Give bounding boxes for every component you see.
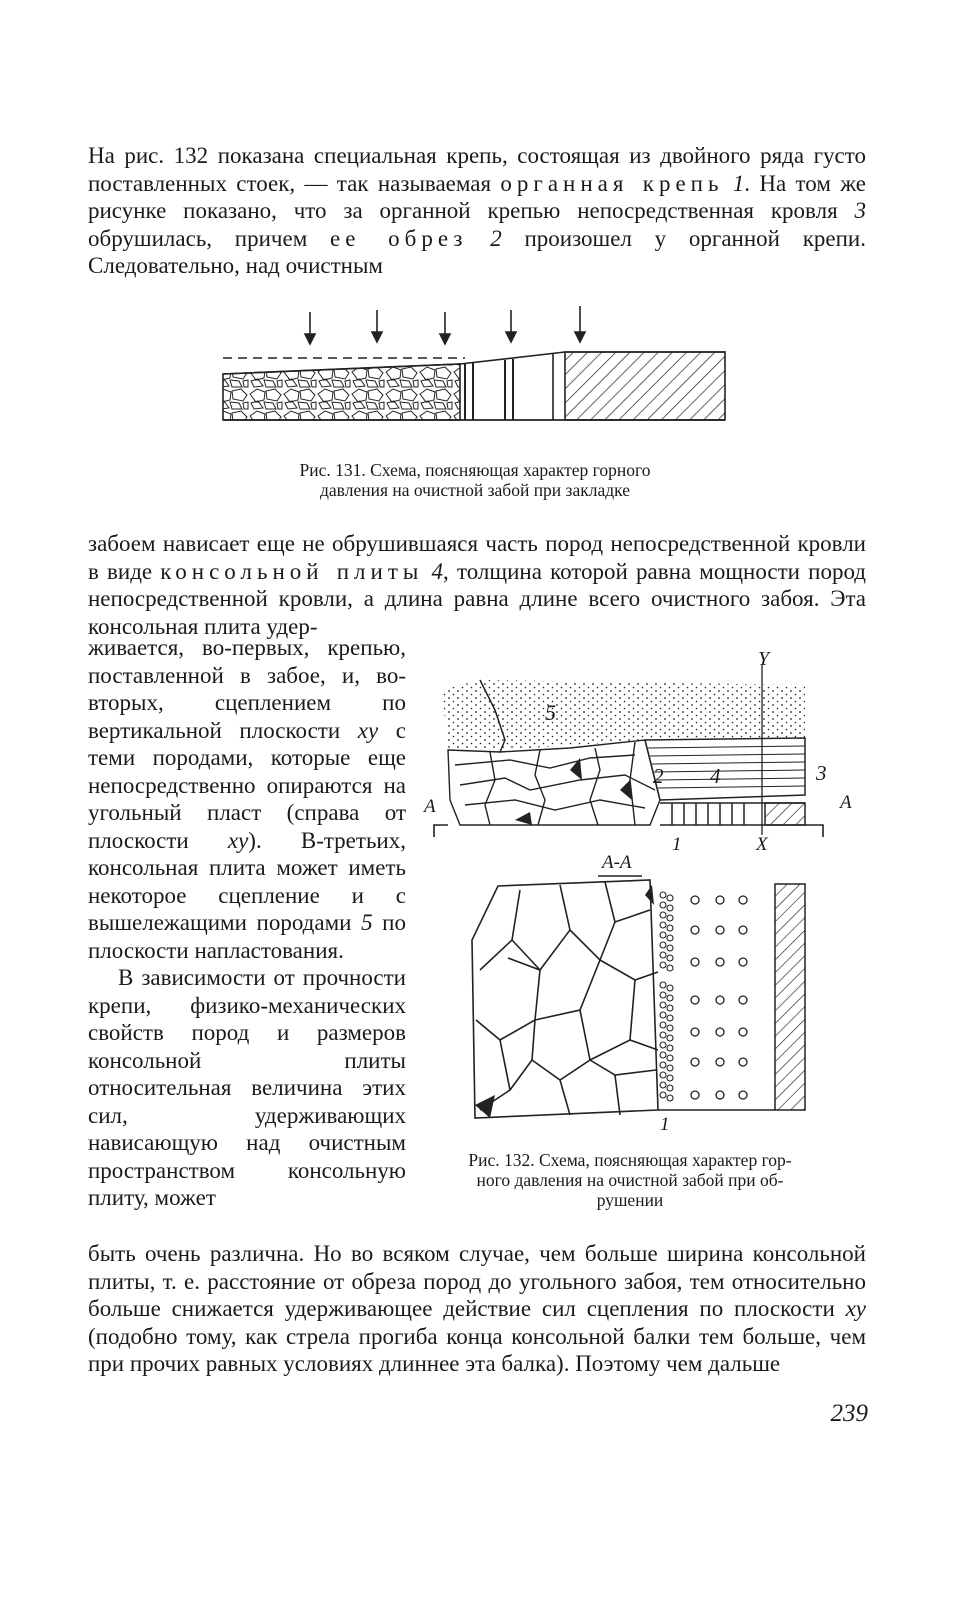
paragraph-1: На рис. 132 показана специальная крепь, состоящая из двойного ряда густо поставленных стоек, — так называемая органная крепь 1. На том же рисунке показано, что за органной крепью непосредственная кровля 3 обрушилась, причем ее обрез 2 произошел у органной крепи. Следовательно, над очистным: [88, 143, 866, 278]
term-cantilever-plate: консольной плиты: [160, 558, 424, 584]
label-a-left: A: [424, 796, 436, 817]
figure-131-caption: Рис. 131. Схема, поясняющая характер горного давления на очистной забой при закладке: [299, 460, 651, 500]
label-4: 4: [710, 764, 721, 788]
label-1: 1: [672, 834, 682, 855]
label-5: 5: [545, 700, 556, 725]
plan-view: [472, 880, 658, 1118]
page-number: 239: [830, 1400, 868, 1427]
label-a-right: A: [840, 792, 852, 813]
face-props: [691, 896, 747, 1099]
figure-132-caption: Рис. 132. Схема, поясняющая характер гор- ного давления на очистной забой при об- рушении: [468, 1150, 792, 1210]
load-arrows: [305, 306, 585, 344]
term-organ-support: органная крепь: [500, 170, 724, 196]
label-1-bottom: 1: [660, 1114, 670, 1135]
paragraph-3: живается, во-первых, крепью, поставленной в забое, и, во-вторых, сцеплением по вертикальной плоскости xy с теми породами, которые еще непосредственно опираются на угольный пласт (справа от плоскости xy). В-третьих, консольная плита может иметь некоторое сцепление и с вышележащими породами 5 по плоскости напластования.: [88, 635, 406, 963]
label-x: X: [756, 834, 768, 855]
label-3: 3: [816, 761, 827, 785]
wrapped-text-column: [88, 634, 406, 1212]
organ-support-props: [660, 892, 673, 1101]
label-section-aa: A-A: [602, 852, 632, 873]
paragraph-5: быть очень различна. Но во всяком случае, чем больше ширина консольной плиты, т. е. расстояние от обреза пород до угольного забоя, тем относительно больше снижается удерживающее действие сил сцепления по плоскости xy (подобно тому, как стрела прогиба конца консольной балки тем больше, чем при прочих равных условиях длиннее эта балка). Поэтому чем дальше: [88, 1241, 866, 1376]
figure-131: [215, 300, 735, 425]
paragraph-2: забоем нависает еще не обрушившаяся часть пород непосредственной кровли в виде консольной плиты 4, толщина которой равна мощности пород непосредственной кровли, а длина равна длине всего очистного забоя. Эта консольная плита удер-: [88, 531, 866, 639]
label-2: 2: [653, 764, 664, 788]
section-view: [434, 665, 823, 837]
label-y: Y: [758, 648, 770, 670]
figure-132: [420, 640, 860, 1135]
paragraph-4: В зависимости от прочности крепи, физико-механических свойств пород и размеров консольной плиты относительная величина этих сил, удерживающих нависающую над очистным пространством консольную плиту, может: [88, 965, 406, 1210]
